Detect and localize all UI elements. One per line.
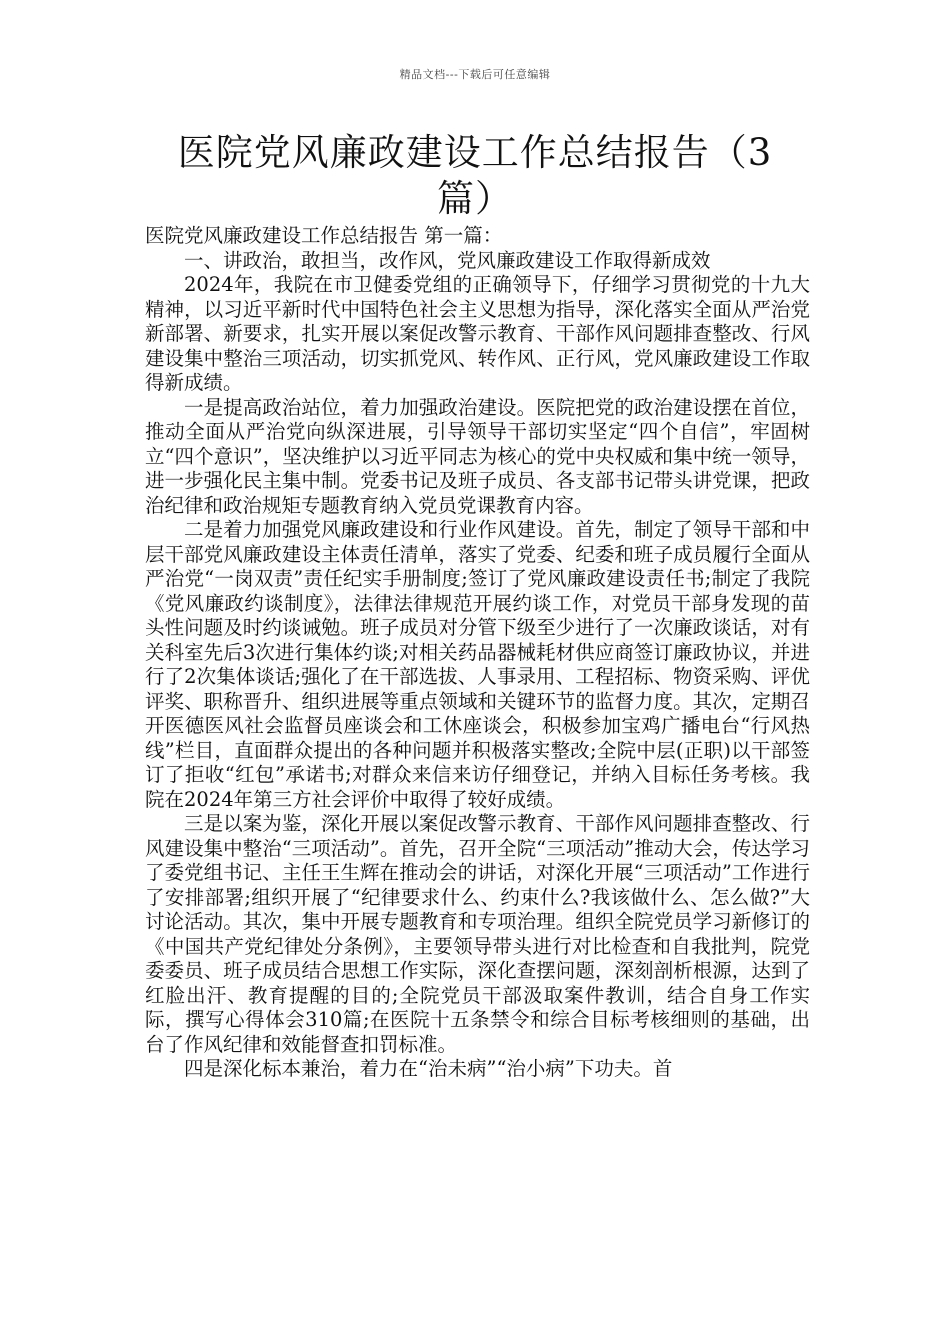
paragraph: 2024年，我院在市卫健委党组的正确领导下，仔细学习贯彻党的十九大精神，以习近平新时代中国特色社会主义思想为指导，深化落实全面从严治党新部署、新要求，扎实开展以案促改警示教育、干部作风问题排查整改、行风建设集中整治三项活动，切实抓党风、转作风、正行风，党风廉政建设工作取得新成绩。 <box>145 273 810 394</box>
section-heading: 医院党风廉政建设工作总结报告 第一篇： <box>145 224 503 247</box>
paragraph: 二是着力加强党风廉政建设和行业作风建设。首先，制定了领导干部和中层干部党风廉政建设主体责任清单，落实了党委、纪委和班子成员履行全面从严治党“一岗双责”责任纪实手册制度;签订了党风廉政建设责任书;制定了我院《党风廉政约谈制度》，法律法律规范开展约谈工作，对党员干部身发现的苗头性问题及时约谈诫勉。班子成员对分管下级至少进行了一次廉政谈话，对有关科室先后3次进行集体约谈;对相关药品器械耗材供应商签订廉政协议，并进行了2次集体谈话;强化了在干部选拔、人事录用、工程招标、物资采购、评优评奖、职称晋升、组织进展等重点领域和关键环节的监督力度。其次，定期召开医德医风社会监督员座谈会和工休座谈会，积极参加宝鸡广播电台“行风热线”栏目，直面群众提出的各种问题并积极落实整改;全院中层(正职)以干部签订了拒收“红包”承诺书;对群众来信来访仔细登记，并纳入目标任务考核。我院在2024年第三方社会评价中取得了较好成绩。 <box>145 518 810 811</box>
paragraph: 四是深化标本兼治，着力在“治未病”“治小病”下功夫。首 <box>184 1057 673 1080</box>
paragraph: 一、讲政治，敢担当，改作风，党风廉政建设工作取得新成效 <box>184 248 711 272</box>
document-title: 医院党风廉政建设工作总结报告（3篇） <box>177 131 773 220</box>
paragraph: 三是以案为鉴，深化开展以案促改警示教育、干部作风问题排查整改、行风建设集中整治“三项活动”。首先，召开全院“三项活动”推动大会，传达学习了委党组书记、主任王生辉在推动会的讲话，对深化开展“三项活动”工作进行了安排部署;组织开展了“纪律要求什么、约束什么?我该做什么、怎么做?”大讨论活动。其次，集中开展专题教育和专项治理。组织全院党员学习新修订的《中国共产党纪律处分条例》，主要领导带头进行对比检查和自我批判，院党委委员、班子成员结合思想工作实际，深化查摆问题，深刻剖析根源，达到了红脸出汗、教育提醒的目的;全院党员干部汲取案件教训，结合自身工作实际，撰写心得体会310篇;在医院十五条禁令和综合目标考核细则的基础，出台了作风纪律和效能督查扣罚标准。 <box>145 812 810 1056</box>
paragraph: 一是提高政治站位，着力加强政治建设。医院把党的政治建设摆在首位，推动全面从严治党向纵深进展，引导领导干部切实坚定“四个自信”，牢固树立“四个意识”，坚决维护以习近平同志为核心的党中央权威和集中统一领导，进一步强化民主集中制。党委书记及班子成员、各支部书记带头讲党课，把政治纪律和政治规矩专题教育纳入党员党课教育内容。 <box>145 395 810 517</box>
document-body <box>145 224 810 1082</box>
header-note: 精品文档---下载后可任意编辑 <box>399 68 551 81</box>
